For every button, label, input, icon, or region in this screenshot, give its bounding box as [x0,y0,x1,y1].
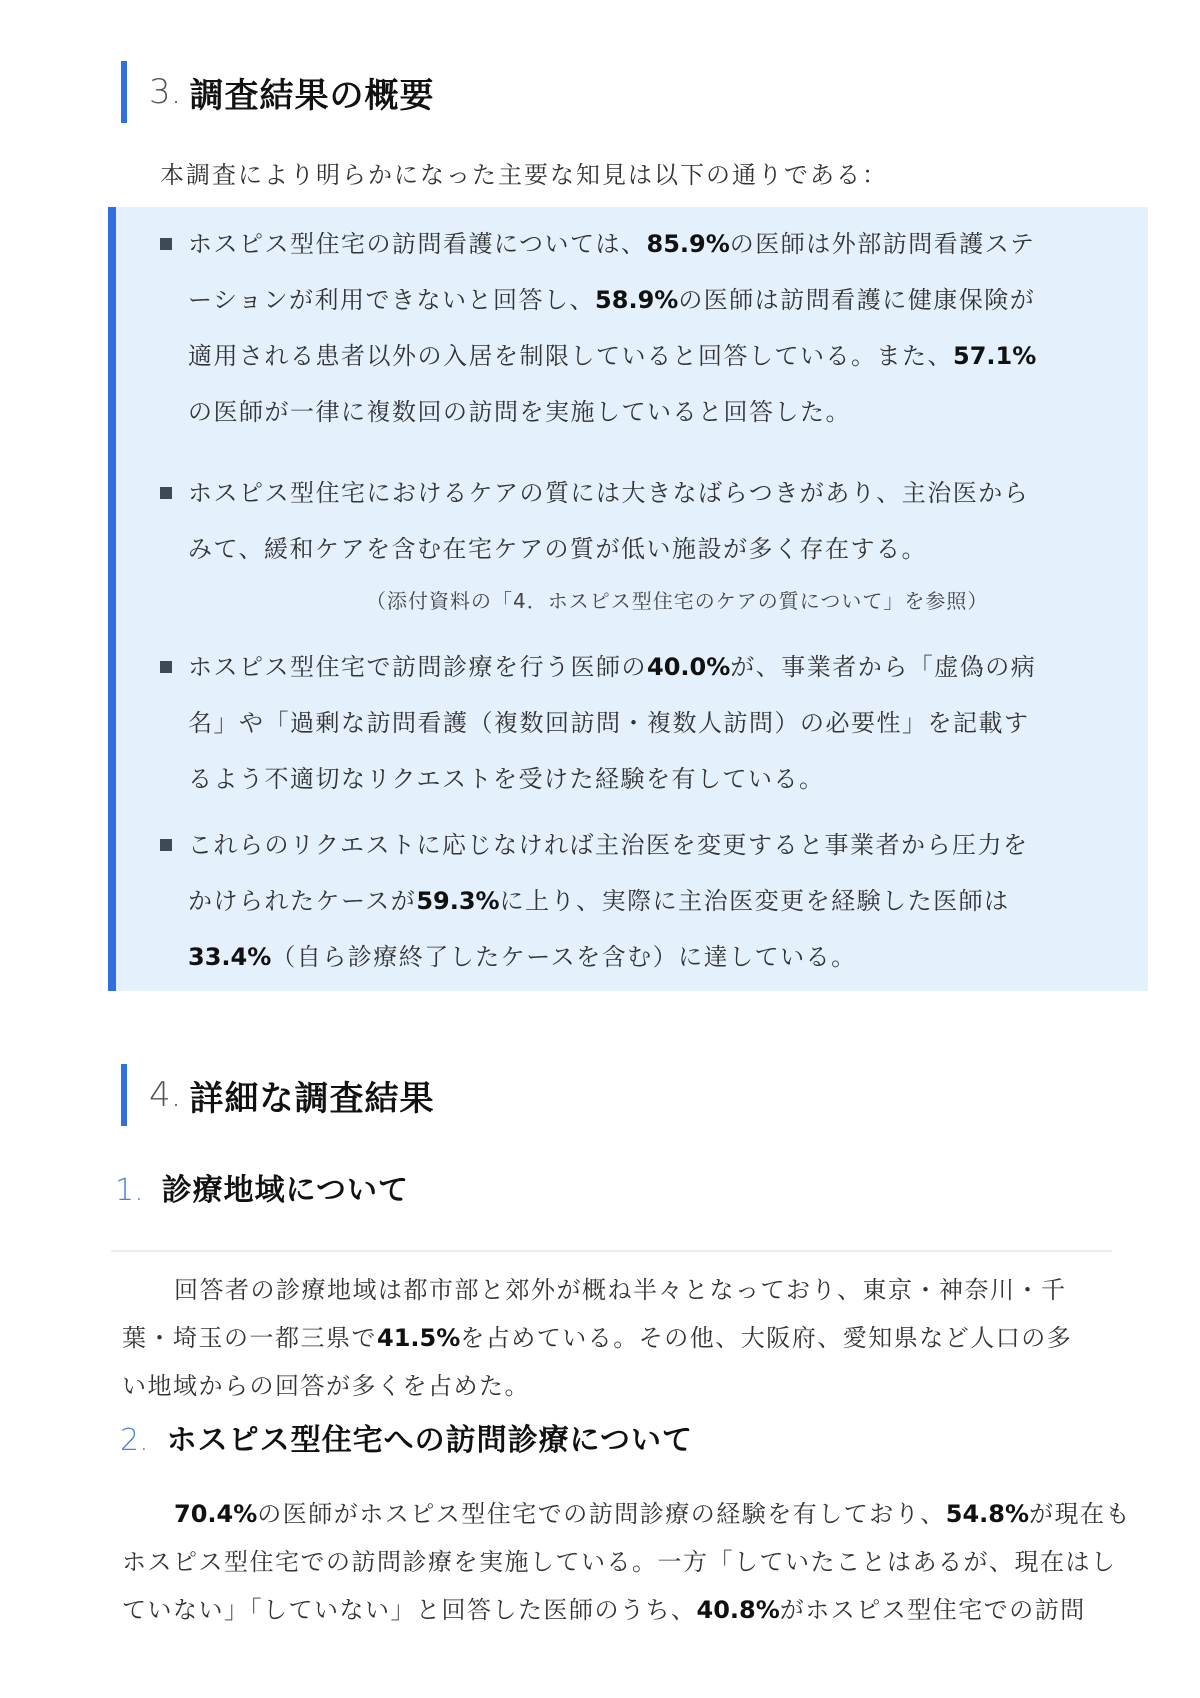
square-bullet-icon [160,661,172,673]
section-number: 3. [149,72,182,112]
finding-item [188,465,1068,577]
divider [111,1250,1112,1252]
subsection-title: ホスピス型住宅への訪問診療について [166,1423,694,1458]
subsection-2-heading [120,1415,693,1459]
finding-line: 33.4%（自ら診療終了したケースを含む）に達している。 [188,943,857,971]
finding-line: るよう不適切なリクエストを受けた経験を有している。 [188,765,825,793]
finding-line: ホスピス型住宅の訪問看護については、85.9%の医師は外部訪問看護ステ [188,230,1036,258]
finding-line: みて、緩和ケアを含む在宅ケアの質が低い施設が多く存在する。 [188,535,928,563]
section-bar [121,1064,127,1126]
finding-line: 適用される患者以外の入居を制限していると回答している。また、57.1% [188,342,1037,370]
finding-line: かけられたケースが59.3%に上り、実際に主治医変更を経験した医師は [188,887,1010,915]
finding-line: ーションが利用できないと回答し、58.9%の医師は訪問看護に健康保険が [188,286,1036,314]
subsection-1-paragraph: 回答者の診療地域は都市部と郊外が概ね半々となっており、東京・神奈川・千 葉・埼玉の一都三県で41.5%を占めている。その他、大阪府、愛知県など人口の多 い地域からの回答が多くを占めた。 [122,1276,1073,1400]
subsection-number: 1. [115,1173,144,1208]
section-bar [121,61,127,123]
subsection-title: 診療地域について [161,1173,410,1208]
attachment-reference-note: （添付資料の「4．ホスピス型住宅のケアの質について」を参照） [366,589,989,613]
finding-line: ホスピス型住宅で訪問診療を行う医師の40.0%が、事業者から「虚偽の病 [188,653,1037,681]
subsection-number: 2. [120,1423,149,1458]
section-3-heading [121,61,434,123]
finding-item [188,216,1068,440]
subsection-1-heading [115,1165,409,1209]
subsection-2-paragraph: 70.4%の医師がホスピス型住宅での訪問診療の経験を有しており、54.8%が現在も ホスピス型住宅での訪問診療を実施している。一方「していたことはあるが、現在はし ていない」「していない」と回答した医師のうち、40.8%がホスピス型住宅での訪問 [122,1500,1132,1624]
finding-item [188,639,1068,807]
section-3-intro: 本調査により明らかになった主要な知見は以下の通りである： [160,161,888,189]
finding-line: これらのリクエストに応じなければ主治医を変更すると事業者から圧力を [188,831,1029,859]
section-number: 4. [149,1075,182,1115]
finding-line: 名」や「過剰な訪問看護（複数回訪問・複数人訪問）の必要性」を記載す [188,709,1030,737]
square-bullet-icon [160,839,172,851]
finding-item [188,817,1068,985]
square-bullet-icon [160,487,172,499]
key-findings-box [108,207,1148,991]
finding-line: ホスピス型住宅におけるケアの質には大きなばらつきがあり、主治医から [188,479,1030,507]
section-title: 詳細な調査結果 [189,1078,435,1119]
square-bullet-icon [160,238,172,250]
finding-line: の医師が一律に複数回の訪問を実施していると回答した。 [188,398,851,426]
section-title: 調査結果の概要 [189,75,435,116]
section-4-heading [121,1064,434,1126]
